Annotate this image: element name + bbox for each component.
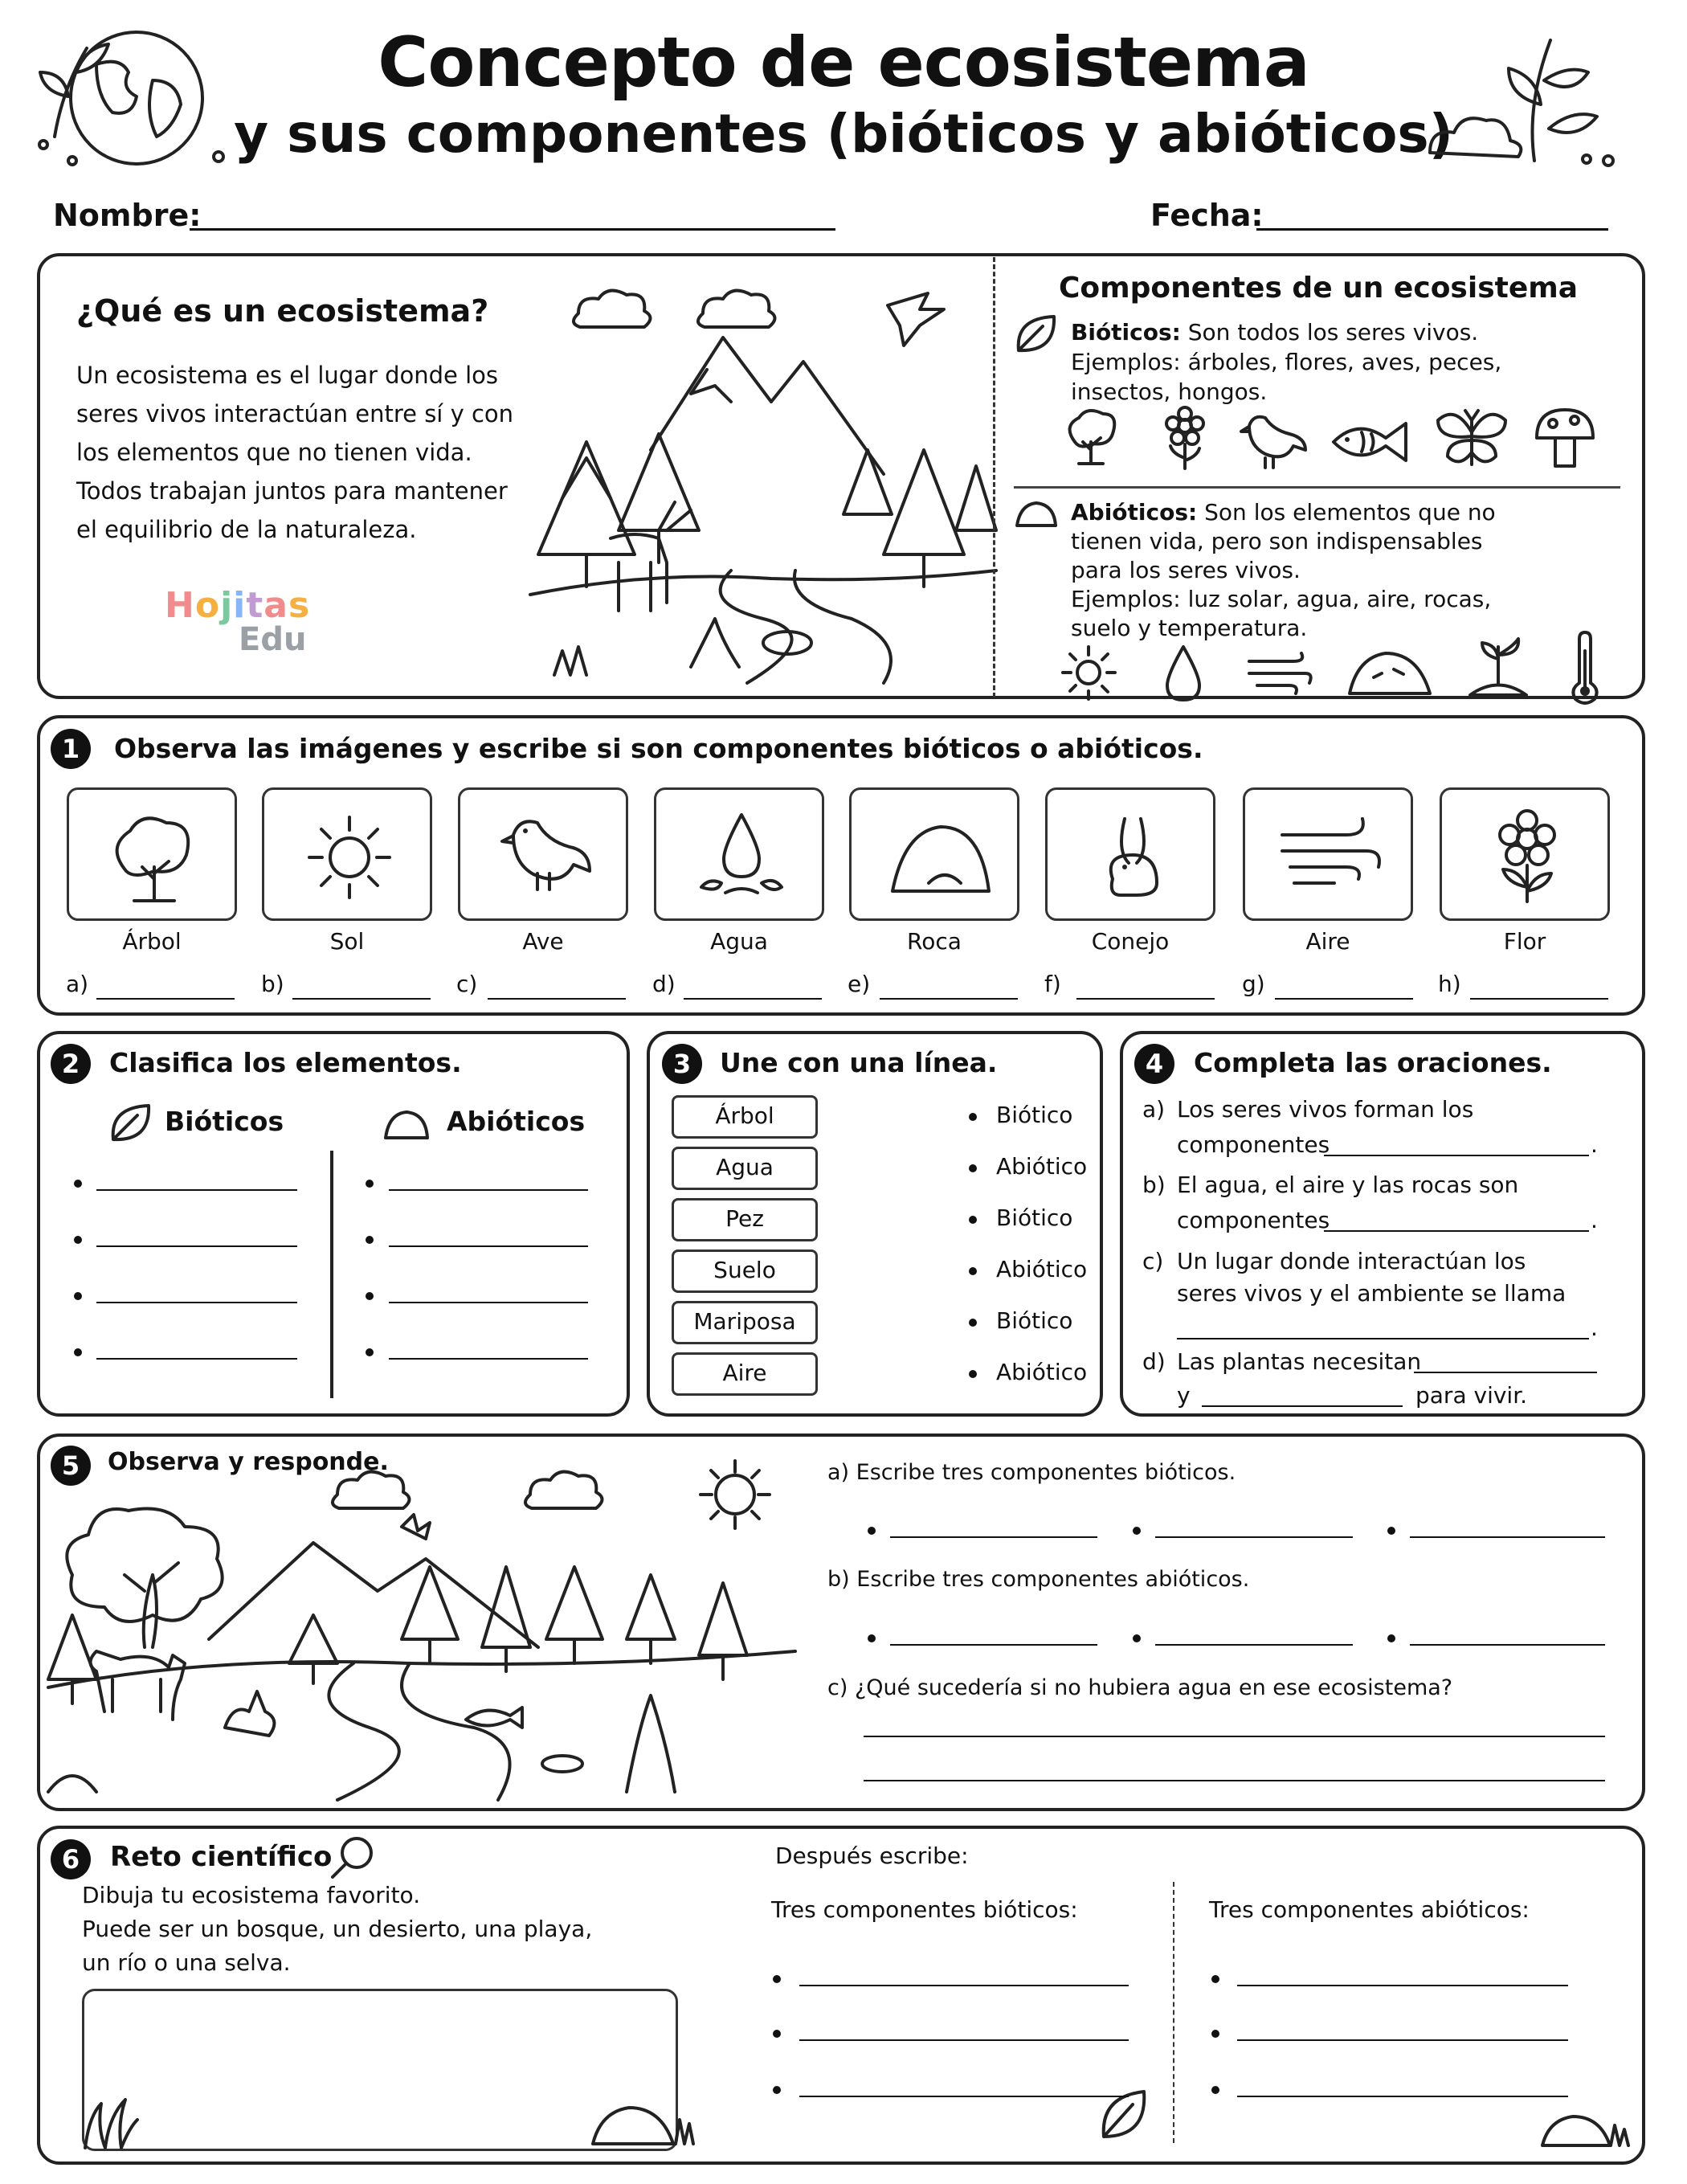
image-card (1440, 787, 1610, 921)
forest-river-illustration (530, 289, 996, 683)
rock-outline-icon (1014, 498, 1059, 530)
sentence-b-line2: componentes (1177, 1207, 1330, 1233)
challenge-divider (1173, 1882, 1174, 2143)
sentence-d-blank1[interactable] (1414, 1372, 1597, 1373)
answer-letter: a) (66, 971, 89, 997)
sentence-c-blank[interactable] (1177, 1338, 1589, 1339)
biotic-definition: Bióticos: Son todos los seres vivos. Ejemplos: árboles, flores, aves, peces, insectos, hongos. (1071, 319, 1502, 405)
challenge-text: Dibuja tu ecosistema favorito. Puede ser un bosque, un desierto, una playa, un río o una selva. (82, 1882, 593, 1976)
answer-blank[interactable] (96, 998, 235, 1000)
wind-icon (1245, 649, 1313, 697)
date-label: Fecha: (1150, 198, 1264, 233)
soil-icon (1466, 635, 1530, 703)
match-left-item[interactable]: Árbol (672, 1095, 818, 1139)
match-dot[interactable] (969, 1267, 977, 1275)
bullet (366, 1180, 374, 1188)
sentence-c-line1: Un lugar donde interactúan los (1177, 1248, 1526, 1274)
image-card (67, 787, 237, 921)
leaf-icon (1099, 2085, 1147, 2141)
bullet (773, 2086, 781, 2094)
mushroom-icon (1533, 406, 1597, 474)
biotic-blank[interactable] (96, 1189, 297, 1191)
question-a: a) Escribe tres componentes bióticos. (827, 1460, 1236, 1485)
ecosystem-scene-illustration (48, 1446, 803, 1808)
question-b-blank[interactable] (890, 1644, 1097, 1646)
butterfly-icon (1434, 408, 1510, 472)
sentence-b-period: . (1591, 1207, 1598, 1233)
image-caption: Aire (1305, 928, 1350, 955)
exercise4-number: 4 (1134, 1044, 1174, 1084)
bullet (773, 1975, 781, 1983)
exercise4-instruction: Completa las oraciones. (1194, 1047, 1552, 1078)
bullet (1211, 1975, 1219, 1983)
image-card (458, 787, 628, 921)
answer-letter: g) (1242, 971, 1265, 997)
question-a-blank[interactable] (890, 1536, 1097, 1538)
image-caption: Conejo (1091, 928, 1170, 955)
tree-icon (1059, 406, 1123, 470)
rock-icon (880, 803, 993, 907)
bullet (366, 1292, 374, 1300)
exercise1-instruction: Observa las imágenes y escribe si son componentes bióticos o abióticos. (114, 733, 1203, 764)
flower-icon (1157, 406, 1213, 470)
components-heading: Componentes de un ecosistema (1059, 272, 1579, 305)
intro-text: Un ecosistema es el lugar donde los seres vivos interactúan entre sí y con los elementos que no tienen vida. Todos trabajan juntos para mantener el equilibrio de la naturaleza. (76, 362, 514, 543)
fish-icon (1330, 418, 1410, 466)
title-line-1: Concepto de ecosistema (378, 22, 1309, 103)
sentence-a-letter: a) (1142, 1096, 1166, 1123)
match-right-item[interactable]: Abiótico (996, 1153, 1088, 1180)
biotic-answer-blank[interactable] (799, 1985, 1129, 1986)
title-line-2: y sus componentes (bióticos y abióticos) (234, 103, 1453, 165)
bullet (74, 1236, 82, 1244)
question-c-line-1[interactable] (864, 1736, 1605, 1737)
image-card (1045, 787, 1215, 921)
question-b: b) Escribe tres componentes abióticos. (827, 1567, 1250, 1592)
answer-blank[interactable] (1470, 998, 1608, 1000)
intro-divider (993, 257, 995, 697)
question-a-blank[interactable] (1410, 1536, 1605, 1538)
match-right-item[interactable]: Abiótico (996, 1359, 1088, 1385)
rock-icon (1538, 2107, 1631, 2149)
abiotic-blank[interactable] (389, 1302, 588, 1303)
name-field[interactable] (190, 228, 835, 231)
exercise2-instruction: Clasifica los elementos. (109, 1047, 462, 1078)
magnifier-icon (328, 1832, 379, 1883)
exercise3-instruction: Une con una línea. (720, 1047, 998, 1078)
bullet (1211, 2030, 1219, 2038)
sentence-a-line2: componentes (1177, 1131, 1330, 1158)
answer-blank[interactable] (684, 998, 822, 1000)
image-caption: Ave (522, 928, 564, 955)
sentence-d-blank2[interactable] (1202, 1405, 1403, 1407)
exercise6-number: 6 (51, 1839, 91, 1879)
image-caption: Agua (710, 928, 768, 955)
question-b-blank[interactable] (1410, 1644, 1605, 1646)
then-write-label: Después escribe: (775, 1842, 969, 1869)
match-left-item[interactable]: Suelo (672, 1249, 818, 1293)
abiotic-definition: Abióticos: Son los elementos que no tienen vida, pero son indispensables para los seres vivos. Ejemplos: luz solar, agua, aire, rocas, suelo y temperatura. (1071, 499, 1496, 641)
match-left-item[interactable]: Mariposa (672, 1301, 818, 1344)
rock-icon (1346, 647, 1434, 699)
leaf-icon (108, 1101, 152, 1144)
exercise5-instruction: Observa y responde. (108, 1448, 389, 1476)
image-caption: Sol (329, 928, 365, 955)
bullet (1387, 1527, 1395, 1535)
bird-icon (1241, 410, 1305, 470)
match-dot[interactable] (969, 1216, 977, 1224)
bullet (868, 1527, 876, 1535)
match-dot[interactable] (969, 1164, 977, 1172)
abiotic-answer-blank[interactable] (1237, 2096, 1568, 2097)
bullet (366, 1348, 374, 1356)
abiotic-blank[interactable] (389, 1245, 588, 1247)
date-field[interactable] (1256, 228, 1608, 231)
sentence-d-letter: d) (1142, 1348, 1166, 1375)
name-label: Nombre: (53, 198, 202, 233)
answer-letter: h) (1438, 971, 1461, 997)
bullet (74, 1348, 82, 1356)
abiotic-blank[interactable] (389, 1189, 588, 1191)
biotic-list-label: Tres componentes bióticos: (771, 1896, 1078, 1923)
answer-letter: e) (848, 971, 871, 997)
exercise1-number: 1 (51, 729, 91, 769)
abiotic-answer-blank[interactable] (1237, 1985, 1568, 1986)
match-right-item[interactable]: Abiótico (996, 1256, 1088, 1282)
sentence-d-line1: Las plantas necesitan (1177, 1348, 1422, 1375)
biotic-answer-blank[interactable] (799, 2096, 1129, 2097)
match-right-item[interactable]: Biótico (996, 1307, 1073, 1334)
cloud-sprout-illustration (1422, 24, 1623, 169)
answer-blank[interactable] (292, 998, 431, 1000)
image-card (849, 787, 1019, 921)
bullet (366, 1236, 374, 1244)
answer-letter: d) (652, 971, 676, 997)
match-dot[interactable] (969, 1113, 977, 1121)
image-card (1243, 787, 1413, 921)
sentence-b-line1: El agua, el aire y las rocas son (1177, 1172, 1519, 1198)
abiotic-blank[interactable] (389, 1358, 588, 1360)
sentence-a-blank[interactable] (1324, 1155, 1589, 1156)
intro-heading: ¿Qué es un ecosistema? (76, 293, 489, 329)
sentence-a-period: . (1591, 1131, 1598, 1158)
biotic-blank[interactable] (96, 1302, 297, 1303)
sentence-c-period: . (1591, 1315, 1598, 1341)
match-right-item[interactable]: Biótico (996, 1204, 1073, 1231)
sentence-d-y: y (1177, 1382, 1191, 1409)
biotic-blank[interactable] (96, 1358, 297, 1360)
bullet (868, 1634, 876, 1642)
question-c-line-2[interactable] (864, 1780, 1605, 1781)
bullet (1133, 1634, 1141, 1642)
abiotic-column-label: Abióticos (447, 1106, 586, 1137)
bullet (74, 1292, 82, 1300)
match-left-item[interactable]: Pez (672, 1198, 818, 1241)
flower-icon (1471, 803, 1583, 907)
sentence-c-letter: c) (1142, 1248, 1164, 1274)
answer-letter: f) (1044, 971, 1061, 997)
drop-icon (685, 803, 798, 907)
match-left-item[interactable]: Aire (672, 1352, 818, 1396)
rock-icon (589, 2097, 701, 2147)
bullet (773, 2030, 781, 2038)
exercise2-number: 2 (51, 1044, 91, 1084)
answer-blank[interactable] (880, 998, 1018, 1000)
exercise3-number: 3 (662, 1044, 702, 1084)
question-b-blank[interactable] (1155, 1644, 1353, 1646)
biotic-answer-blank[interactable] (799, 2039, 1129, 2041)
sun-icon (293, 803, 406, 907)
answer-blank[interactable] (1076, 998, 1215, 1000)
bullet (1211, 2086, 1219, 2094)
bullet (1133, 1527, 1141, 1535)
abiotic-answer-blank[interactable] (1237, 2039, 1568, 2041)
biotic-column-label: Bióticos (165, 1106, 284, 1137)
sentence-b-blank[interactable] (1324, 1230, 1589, 1232)
biotic-blank[interactable] (96, 1245, 297, 1247)
sun-icon (1059, 643, 1119, 703)
abiotic-list-label: Tres componentes abióticos: (1209, 1896, 1530, 1923)
image-caption: Roca (907, 928, 962, 955)
sentence-d-end: para vivir. (1415, 1382, 1528, 1409)
brand-logo: Hojitas Edu (165, 585, 311, 658)
thermometer-icon (1565, 631, 1605, 707)
tree-icon (98, 803, 210, 907)
sentence-b-letter: b) (1142, 1172, 1166, 1198)
exercise6-instruction: Reto científico (110, 1841, 333, 1873)
bullet (74, 1180, 82, 1188)
image-caption: Flor (1503, 928, 1546, 955)
match-left-item[interactable]: Agua (672, 1147, 818, 1190)
match-dot[interactable] (969, 1370, 977, 1378)
classify-divider (330, 1151, 333, 1398)
image-caption: Árbol (122, 928, 182, 955)
question-a-blank[interactable] (1155, 1536, 1353, 1538)
drop-icon (1163, 643, 1203, 703)
rock-outline-icon (382, 1107, 431, 1143)
grass-icon (77, 2093, 141, 2149)
answer-letter: c) (456, 971, 478, 997)
bird-icon (489, 803, 602, 907)
answer-blank[interactable] (488, 998, 626, 1000)
sentence-c-line2: seres vivos y el ambiente se llama (1177, 1280, 1566, 1307)
leaf-icon (1014, 312, 1057, 355)
image-card (654, 787, 824, 921)
wind-icon (1274, 803, 1387, 907)
answer-blank[interactable] (1275, 998, 1413, 1000)
image-card (262, 787, 432, 921)
sentence-a-line1: Los seres vivos forman los (1177, 1096, 1474, 1123)
bullet (1387, 1634, 1395, 1642)
match-right-item[interactable]: Biótico (996, 1102, 1073, 1128)
rabbit-icon (1076, 803, 1189, 907)
match-dot[interactable] (969, 1319, 977, 1327)
components-separator (1014, 486, 1620, 489)
exercise5-number: 5 (51, 1446, 91, 1486)
question-c: c) ¿Qué sucedería si no hubiera agua en ese ecosistema? (827, 1675, 1453, 1700)
answer-letter: b) (261, 971, 284, 997)
